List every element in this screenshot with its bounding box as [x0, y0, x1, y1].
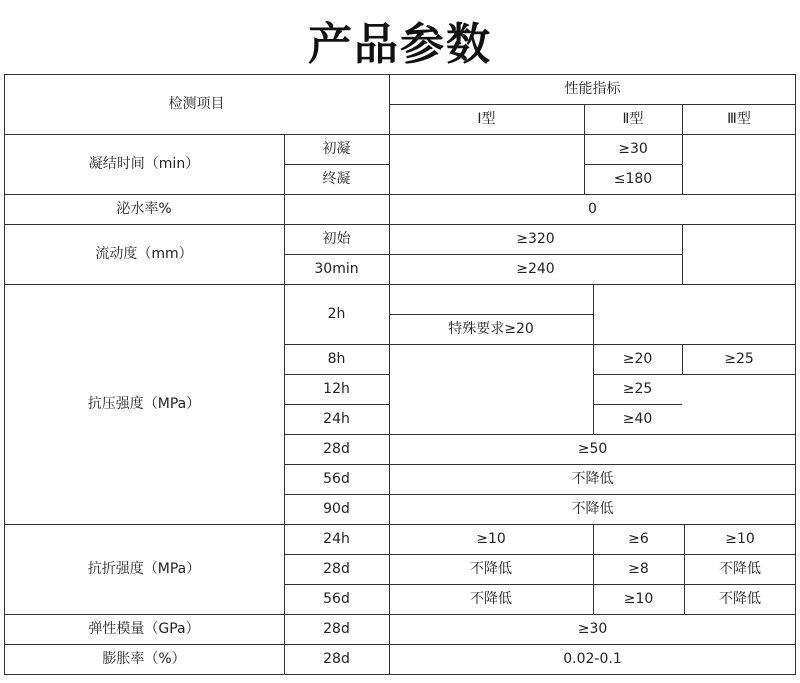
- value-bleeding: 0: [588, 201, 597, 217]
- value-12h-type2: ≥25: [622, 381, 653, 397]
- sub-label-fluidity-30min: 30min: [314, 261, 359, 277]
- value-flex-56d-type2: ≥10: [623, 591, 654, 607]
- sub-label-24h: 24h: [323, 411, 350, 427]
- header-test-item: 检测项目: [168, 96, 225, 112]
- row-label-compressive: 抗压强度（MPa）: [87, 396, 201, 412]
- value-modulus: ≥30: [577, 621, 608, 637]
- grid-line: [682, 224, 683, 284]
- sub-label-fluidity-initial: 初始: [322, 231, 351, 247]
- value-flex-56d-type3: 不降低: [719, 591, 761, 607]
- sub-label-expansion-age: 28d: [323, 651, 350, 667]
- value-flex-24h-type3: ≥10: [725, 531, 755, 547]
- sub-label-90d: 90d: [323, 501, 350, 517]
- sub-label-initial-set: 初凝: [322, 141, 351, 157]
- value-initial-set-type2: ≥30: [618, 141, 648, 157]
- row-label-modulus: 弹性模量（GPa）: [88, 621, 200, 637]
- sub-label-28d: 28d: [323, 441, 350, 457]
- value-fluidity-30min: ≥240: [516, 261, 555, 277]
- table-border-bottom: [4, 674, 796, 675]
- sub-label-flex-28d: 28d: [323, 561, 350, 577]
- row-label-expansion: 膨胀率（%）: [102, 651, 186, 667]
- value-flex-24h-type1: ≥10: [476, 531, 506, 547]
- value-flex-28d-type2: ≥8: [628, 561, 649, 577]
- value-28d: ≥50: [577, 441, 608, 457]
- value-flex-24h-type2: ≥6: [628, 531, 649, 547]
- header-type2: Ⅱ型: [622, 111, 644, 127]
- sub-label-8h: 8h: [327, 351, 346, 367]
- value-final-set-type2: ≤180: [613, 171, 653, 187]
- value-flex-28d-type1: 不降低: [470, 561, 512, 577]
- sub-label-modulus-age: 28d: [323, 621, 350, 637]
- value-24h-type2: ≥40: [622, 411, 653, 427]
- sub-label-flex-24h: 24h: [323, 531, 350, 547]
- value-8h-type3: ≥25: [724, 351, 754, 367]
- value-2h-note: 特殊要求≥20: [448, 321, 534, 337]
- row-label-setting-time: 凝结时间（min）: [88, 156, 200, 172]
- sub-label-flex-56d: 56d: [323, 591, 350, 607]
- value-8h-type2: ≥20: [622, 351, 653, 367]
- page-title: 产品参数: [308, 19, 492, 70]
- value-expansion: 0.02-0.1: [563, 651, 622, 667]
- value-flex-28d-type3: 不降低: [719, 561, 761, 577]
- row-label-bleeding: 泌水率%: [116, 201, 172, 217]
- grid-line: [593, 284, 594, 344]
- header-performance: 性能指标: [564, 81, 621, 97]
- row-label-fluidity: 流动度（mm）: [95, 246, 193, 262]
- sub-label-2h: 2h: [327, 306, 346, 322]
- header-type3: Ⅲ型: [727, 111, 751, 127]
- sub-label-12h: 12h: [323, 381, 350, 397]
- value-90d: 不降低: [571, 501, 614, 517]
- value-56d: 不降低: [571, 471, 614, 487]
- row-label-flexural: 抗折强度（MPa）: [87, 561, 201, 577]
- value-flex-56d-type1: 不降低: [470, 591, 512, 607]
- header-type1: Ⅰ型: [477, 111, 496, 127]
- value-fluidity-initial: ≥320: [516, 231, 555, 247]
- sub-label-final-set: 终凝: [322, 171, 351, 187]
- sub-label-56d: 56d: [323, 471, 350, 487]
